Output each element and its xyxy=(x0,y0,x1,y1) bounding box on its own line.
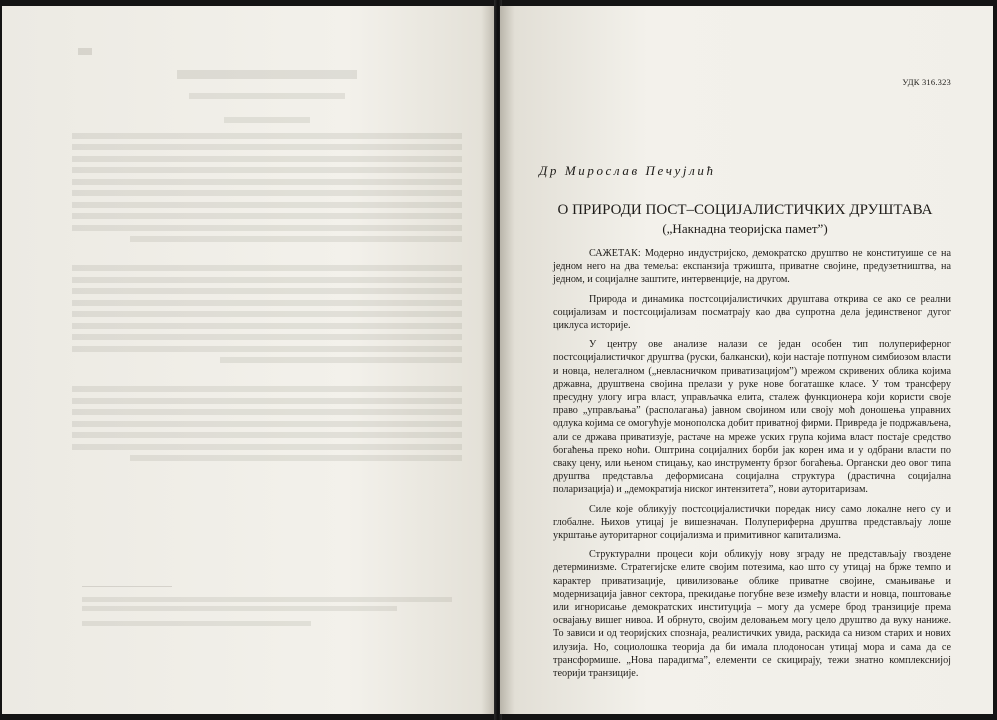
author-name: Др Мирослав Печујлић xyxy=(539,163,716,178)
abstract-paragraph: Структурални процеси који обликују нову зграду не представљају гвоздене детерминизме. Стратегијске елите својим потезима, као што су утицај на брже темпо и карактер приватизације, цивилизовање облике приватне својине, смањивање и модернизација јавног сектора, прекидање погубне везе између власти и новца, поштовање или игнорисање демократских институција – могу да усмере брод транзиције према освајању вишег нивоа. И обрнуто, својим деловањем могу цело друштво да вуку наниже. То зависи и од теоријских спознаја, реалистичких увида, раскида са низом старих и нових илузија. Но, социолошка теорија да би имала плодоносан утицај мора и сама да се трансформише. „Нова парадигма”, елементи се скицирају, тежи знатно комплекснијој теорији транзиције. xyxy=(553,549,951,680)
abstract-body xyxy=(553,247,951,686)
udc-code: УДК 316.323 xyxy=(902,77,951,87)
right-page xyxy=(500,6,993,714)
article-title: О ПРИРОДИ ПОСТ–СОЦИЈАЛИСТИЧКИХ ДРУШТАВА xyxy=(557,202,933,218)
show-through-page-number xyxy=(78,48,92,55)
abstract-paragraph: У центру ове анализе налази се један особен тип полупериферног постсоцијалистичког друштва (руски, балкански), који настаје потпуном симбиозом власти и новца, нелегалном („невласничком приватизацијом”) мрежом скривених облика којима државна, друштвена својина прелази у руке нове богаташке класе. У том трансферу пресудну улогу игра власт, управљачка елита, сталеж функционера који користи своје право „управљања” (располагања) јавном својином или своју моћ доношења управних одлука којима се омогућује монополска добит приватној фирми. Привреда је подржављена, али се држава приватизује, растаче на мреже уских група којима власт постаје средство богаћења преко ноћи. Оштрина социјалних борби јак корен има и у одбрани власти по сваку цену, или њеном стицању, као инструменту брзог богаћења. Органски део овог типа друштва представља деформисана социјална структура (драстична социјална поларизација) и „демократија ниског интензитета”, нови ауторитаризам. xyxy=(553,339,951,496)
show-through-footnotes xyxy=(82,586,452,630)
left-page xyxy=(2,6,496,714)
abstract-paragraph: САЖЕТАК: Модерно индустријско, демократско друштво не конституише се на једном него на два темеља: експанзија тржишта, приватне својине, предузетништва, на једном, и социјалне заштите, интервенције, на другом. xyxy=(553,248,951,286)
article-subtitle: („Накнадна теоријска памет”) xyxy=(662,221,828,236)
abstract-paragraph: Силе које обликују постсоцијалистички поредак нису само локалне него су и глобалне. Њихов утицај је вишезначан. Полупериферна друштва представљају лоше укрштање ауторитарног социјализма и примитивног капитализма. xyxy=(553,503,951,542)
show-through-text xyxy=(72,66,462,467)
abstract-paragraph: Природа и динамика постсоцијалистичких друштава открива се ако се реални социјализам и постсоцијализам посматрају као два супротна дела јединственог дугог циклуса историје. xyxy=(553,293,951,332)
